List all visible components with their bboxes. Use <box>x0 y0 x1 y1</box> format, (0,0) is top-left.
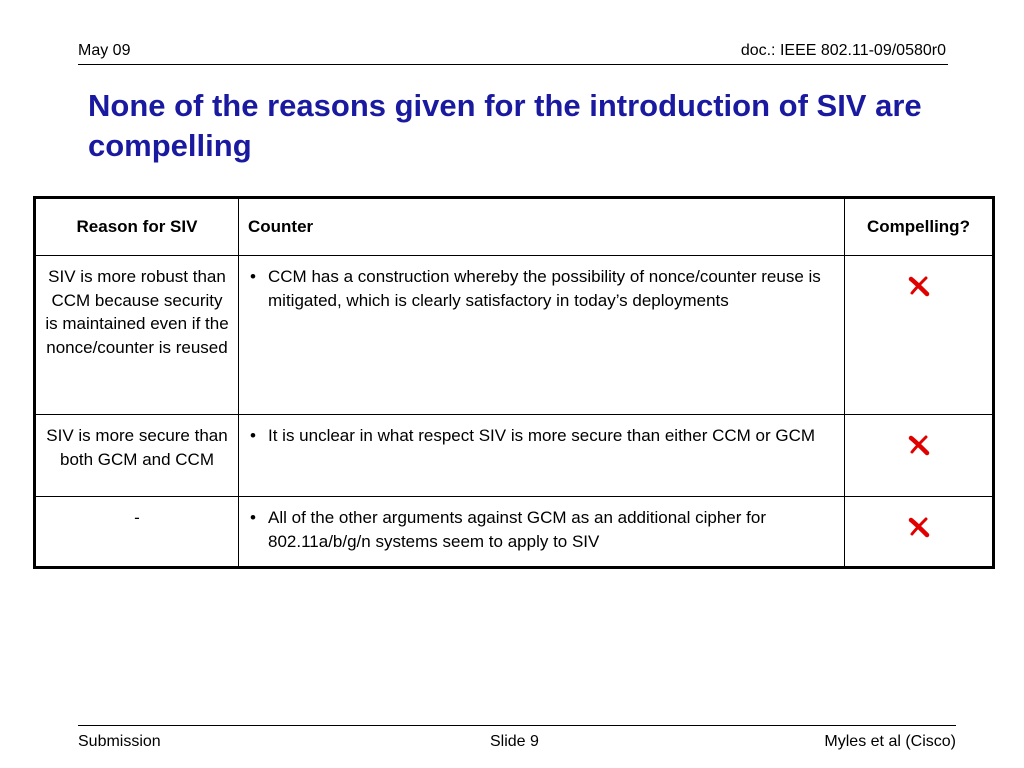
column-header-counter: Counter <box>239 198 845 256</box>
bullet-glyph: • <box>250 508 256 527</box>
counter-cell <box>239 256 845 415</box>
bullet-glyph: • <box>250 426 256 445</box>
compelling-cell <box>845 256 994 415</box>
reasons-table <box>33 196 995 569</box>
header-date: May 09 <box>78 42 131 59</box>
table-row <box>35 415 994 497</box>
footer-authors: Myles et al (Cisco) <box>824 733 956 750</box>
header-rule <box>78 64 948 65</box>
column-header-compelling: Compelling? <box>845 198 994 256</box>
header-doc-id: doc.: IEEE 802.11-09/0580r0 <box>740 42 946 59</box>
table-row <box>35 497 994 568</box>
footer-submission: Submission <box>78 733 161 750</box>
table-header-row <box>35 198 994 256</box>
cross-icon <box>907 274 931 298</box>
counter-bullet <box>250 265 835 312</box>
counter-cell <box>239 415 845 497</box>
column-header-reason: Reason for SIV <box>35 198 239 256</box>
footer-rule <box>78 725 956 726</box>
reason-cell: SIV is more secure than both GCM and CCM <box>35 415 239 497</box>
reason-cell: SIV is more robust than CCM because security is maintained even if the nonce/counter is reused <box>35 256 239 415</box>
bullet-glyph: • <box>250 267 256 286</box>
counter-text: It is unclear in what respect SIV is more secure than either CCM or GCM <box>268 426 816 445</box>
cross-icon <box>907 433 931 457</box>
reason-cell: - <box>35 497 239 568</box>
compelling-cell <box>845 497 994 568</box>
counter-text: CCM has a construction whereby the possibility of nonce/counter reuse is mitigated, which is clearly satisfactory in today’s deployments <box>268 267 821 310</box>
counter-bullet <box>250 506 835 553</box>
table-row <box>35 256 994 415</box>
counter-text: All of the other arguments against GCM as an additional cipher for 802.11a/b/g/n systems seem to apply to SIV <box>268 508 766 551</box>
footer-slide-number: Slide 9 <box>490 733 539 750</box>
counter-bullet <box>250 424 835 448</box>
cross-icon <box>907 515 931 539</box>
slide-title: None of the reasons given for the introduction of SIV are compelling <box>88 88 922 163</box>
counter-cell <box>239 497 845 568</box>
compelling-cell <box>845 415 994 497</box>
